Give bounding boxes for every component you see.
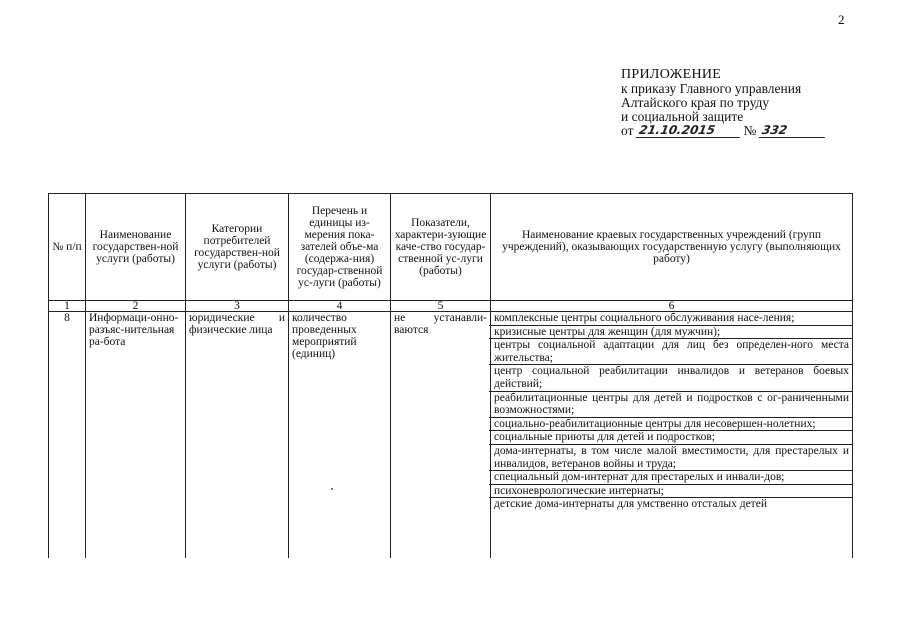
column-number: 3 [186, 301, 289, 312]
column-number: 4 [289, 301, 391, 312]
appendix-line: Алтайского края по труду [621, 95, 770, 110]
row-consumers: юридические и физические лица [186, 312, 289, 559]
column-numbers-row [49, 301, 853, 312]
header-quality: Показатели, характери-зующие каче-ство государ-ственной ус-луги (работы) [391, 194, 491, 301]
column-number: 1 [49, 301, 86, 312]
institution-item: психоневрологические интернаты; [489, 485, 852, 499]
scan-speck [331, 488, 333, 490]
header-volume: Перечень и единицы из-мерения пока-зателей объе-ма (содержа-ния) государ-ственной ус-луги (работы) [289, 194, 391, 301]
header-institutions: Наименование краевых государственных учреждений (групп учреждений), оказывающих государственную услугу (выполняющих работу) [491, 194, 853, 301]
column-number: 6 [491, 301, 853, 312]
number-prefix: № [743, 123, 757, 138]
institution-item: комплексные центры социального обслуживания насе-ления; [489, 312, 852, 326]
table-row [49, 312, 853, 559]
page-number: 2 [838, 12, 845, 27]
date-prefix: от [621, 123, 634, 138]
order-date-line [621, 124, 826, 138]
header-num: № п/п [49, 194, 86, 301]
appendix-line: к приказу Главного управления [621, 81, 802, 96]
institution-item: дома-интернаты, в том числе малой вместимости, для престарелых и инвалидов, ветеранов войны и труда; [489, 445, 852, 471]
handwritten-number: 332 [759, 124, 827, 138]
institution-item: кризисные центры для женщин (для мужчин); [489, 326, 852, 340]
institution-item: социально-реабилитационные центры для несовершен-нолетних; [489, 418, 852, 432]
column-number: 2 [86, 301, 186, 312]
row-service: Информаци-онно-разъяс-нительная ра-бота [86, 312, 186, 559]
services-table [48, 193, 853, 558]
appendix-block [621, 68, 826, 138]
appendix-heading: ПРИЛОЖЕНИЕ [621, 67, 722, 82]
institution-item: специальный дом-интернат для престарелых и инвали-дов; [489, 471, 852, 485]
row-institutions [491, 312, 853, 559]
column-number: 5 [391, 301, 491, 312]
header-service: Наименование государствен-ной услуги (работы) [86, 194, 186, 301]
table-header-row [49, 194, 853, 301]
institution-item: детские дома-интернаты для умственно отсталых детей [494, 498, 767, 511]
institution-item: реабилитационные центры для детей и подростков с ог-раниченными возможностями; [489, 392, 852, 418]
institution-item: центр социальной реабилитации инвалидов и ветеранов боевых действий; [489, 365, 852, 391]
handwritten-date: 21.10.2015 [636, 124, 742, 138]
institution-item: центры социальной адаптации для лиц без определен-ного места жительства; [489, 339, 852, 365]
row-num: 8 [49, 312, 86, 559]
institution-item: социальные приюты для детей и подростков; [489, 431, 852, 445]
row-volume: количество проведенных мероприятий (единиц) [289, 312, 391, 559]
header-consumers: Категории потребителей государствен-ной услуги (работы) [186, 194, 289, 301]
appendix-line: и социальной защите [621, 109, 744, 124]
row-quality: не устанавли-ваются [391, 312, 491, 559]
